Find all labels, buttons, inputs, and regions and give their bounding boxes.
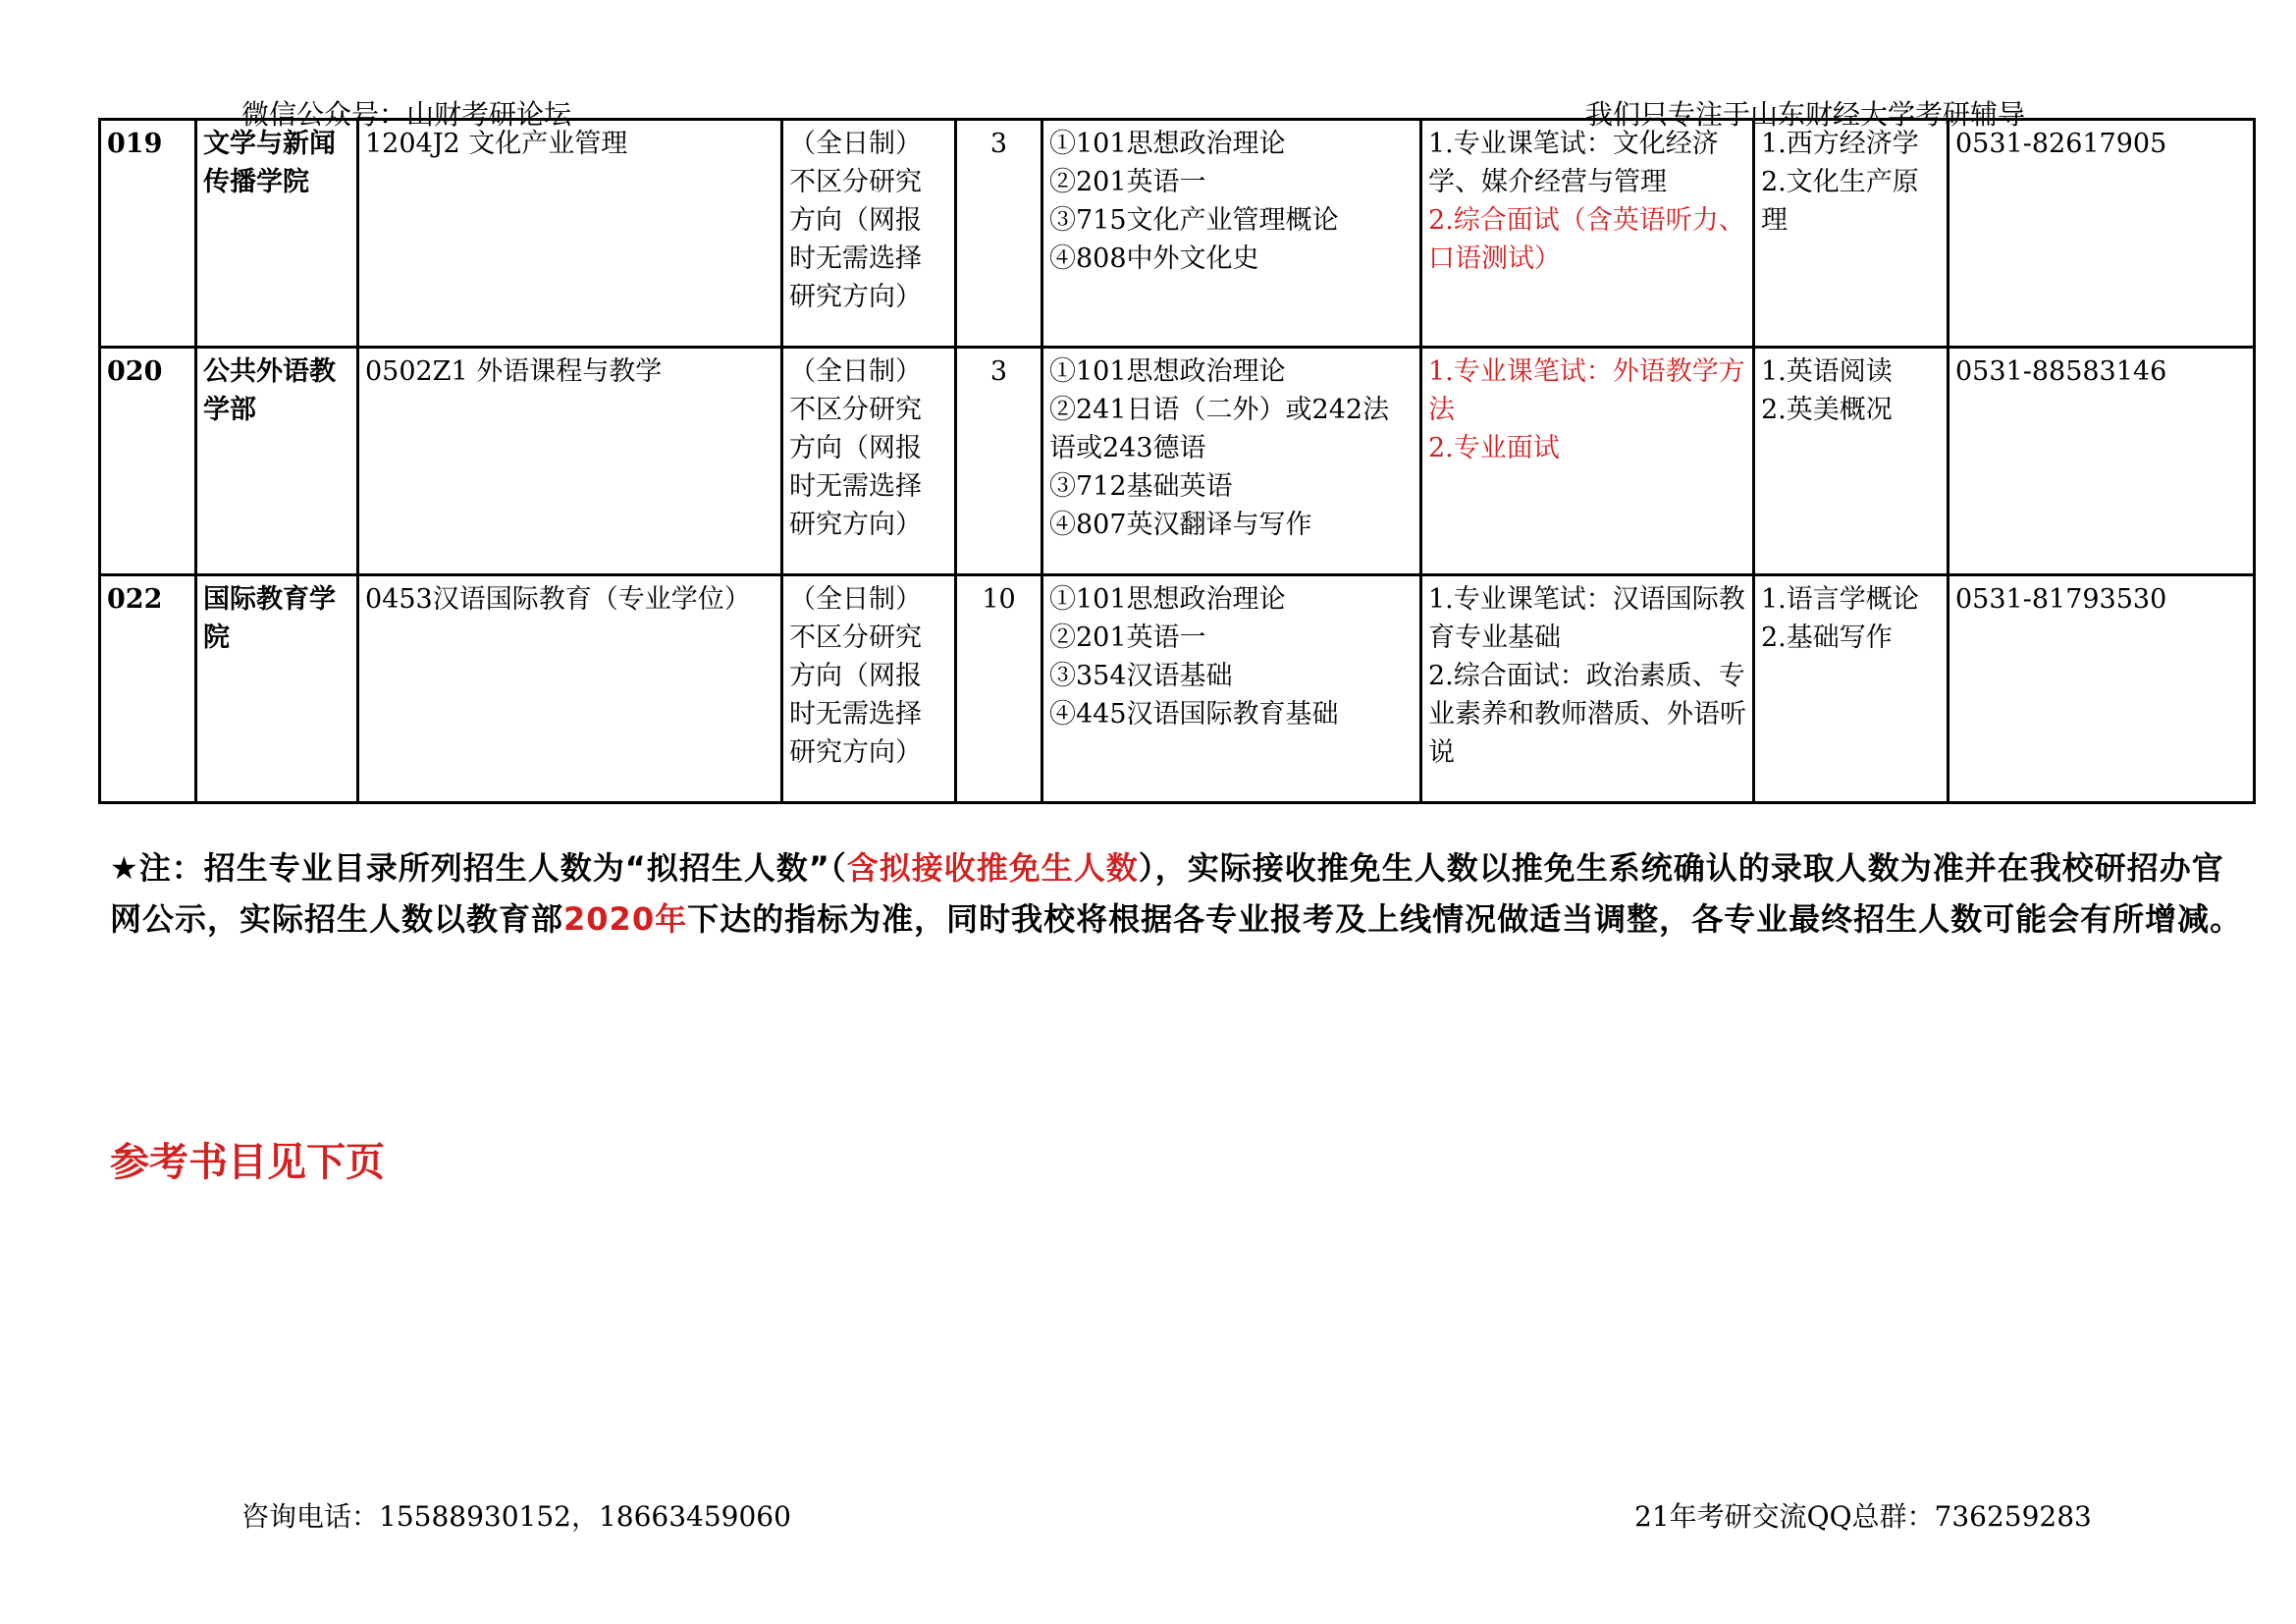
contact-phone: 0531-81793530	[1949, 575, 2255, 803]
exam-subjects	[1042, 348, 1421, 575]
study-mode-line: 时无需选择	[789, 244, 922, 274]
retest-line: 1.专业课笔试：外语教学方法	[1428, 356, 1745, 425]
study-mode-line: 研究方向）	[789, 510, 922, 540]
major-name: 1204J2 文化产业管理	[358, 120, 782, 348]
major-name: 0453汉语国际教育（专业学位）	[358, 575, 782, 803]
exam-subjects-line: ②201英语一	[1049, 623, 1206, 653]
college-code: 022	[100, 575, 196, 803]
note-part3: ），实际接收推免生人数以推免生系统确认的录取人数为准并在我校研招办官网公示，实际招生人数以教育部	[110, 849, 2224, 938]
exam-subjects	[1042, 120, 1421, 348]
study-mode	[782, 575, 956, 803]
note-part2: 含拟接收推免生人数	[846, 849, 1139, 887]
college-code: 020	[100, 348, 196, 575]
supplementary-subjects	[1754, 120, 1949, 348]
exam-subjects	[1042, 575, 1421, 803]
study-mode-line: 方向（网报	[789, 205, 922, 236]
note-part4: 2020年	[563, 900, 688, 938]
study-mode-line: 不区分研究	[789, 395, 922, 425]
reference-books-notice: 参考书目见下页	[110, 1139, 385, 1185]
study-mode-line: 不区分研究	[789, 167, 922, 197]
exam-subjects-line: ④808中外文化史	[1049, 244, 1259, 274]
study-mode-line: （全日制）	[789, 356, 922, 387]
supplementary-subjects-line: 1.英语阅读	[1761, 356, 1893, 387]
supplementary-subjects-line: 2.英美概况	[1761, 395, 1893, 425]
study-mode-line: 研究方向）	[789, 282, 922, 312]
supplementary-subjects-line: 2.文化生产原理	[1761, 167, 1919, 236]
enrollment-count: 3	[956, 348, 1042, 575]
header-slogan-text: 我们只专注于山东财经大学考研辅导	[1585, 98, 2026, 131]
retest-line: 2.综合面试（含英语听力、口语测试）	[1428, 205, 1745, 274]
supplementary-subjects-line: 1.语言学概论	[1761, 584, 1919, 615]
table-row	[100, 120, 2255, 348]
study-mode-line: （全日制）	[789, 129, 922, 159]
supplementary-subjects	[1754, 348, 1949, 575]
study-mode	[782, 348, 956, 575]
catalog-table	[98, 118, 2256, 804]
exam-subjects-line: ②241日语（二外）或242法语或243德语	[1049, 395, 1390, 463]
exam-subjects-line: ①101思想政治理论	[1049, 584, 1286, 615]
retest-line: 2.综合面试：政治素质、专业素养和教师潜质、外语听说	[1428, 661, 1746, 768]
major-name: 0502Z1 外语课程与教学	[358, 348, 782, 575]
study-mode-line: 研究方向）	[789, 737, 922, 768]
study-mode-line: （全日制）	[789, 584, 922, 615]
exam-subjects-line: ④445汉语国际教育基础	[1049, 699, 1339, 730]
retest-line: 1.专业课笔试：汉语国际教育专业基础	[1428, 584, 1745, 653]
enrollment-count: 10	[956, 575, 1042, 803]
enrollment-note	[110, 842, 2250, 945]
contact-phone: 0531-82617905	[1949, 120, 2255, 348]
footer-qq-text: 21年考研交流QQ总群：736259283	[1634, 1500, 2092, 1533]
table-row	[100, 348, 2255, 575]
note-part5: 下达的指标为准，同时我校将根据各专业报考及上线情况做适当调整，各专业最终招生人数可能会有所增减。	[687, 900, 2243, 938]
exam-subjects-line: ③715文化产业管理概论	[1049, 205, 1339, 236]
study-mode-line: 方向（网报	[789, 661, 922, 691]
enrollment-count: 3	[956, 120, 1042, 348]
exam-subjects-line: ①101思想政治理论	[1049, 356, 1286, 387]
college-name: 国际教育学院	[196, 575, 358, 803]
supplementary-subjects-line: 1.西方经济学	[1761, 129, 1919, 159]
supplementary-subjects	[1754, 575, 1949, 803]
exam-subjects-line: ③354汉语基础	[1049, 661, 1233, 691]
note-part1: ★注：招生专业目录所列招生人数为“拟招生人数”（	[110, 849, 847, 887]
table-row	[100, 575, 2255, 803]
exam-subjects-line: ①101思想政治理论	[1049, 129, 1286, 159]
supplementary-subjects-line: 2.基础写作	[1761, 623, 1893, 653]
retest-subjects	[1421, 575, 1754, 803]
contact-phone: 0531-88583146	[1949, 348, 2255, 575]
retest-line: 2.专业面试	[1428, 433, 1560, 463]
retest-line: 1.专业课笔试：文化经济学、媒介经营与管理	[1428, 129, 1719, 197]
study-mode-line: 不区分研究	[789, 623, 922, 653]
college-code: 019	[100, 120, 196, 348]
retest-subjects	[1421, 348, 1754, 575]
exam-subjects-line: ③712基础英语	[1049, 471, 1233, 502]
study-mode-line: 时无需选择	[789, 699, 922, 730]
exam-subjects-line: ④807英汉翻译与写作	[1049, 510, 1312, 540]
catalog-body	[100, 120, 2255, 803]
study-mode	[782, 120, 956, 348]
footer-phone-text: 咨询电话：15588930152，18663459060	[241, 1500, 791, 1533]
study-mode-line: 方向（网报	[789, 433, 922, 463]
study-mode-line: 时无需选择	[789, 471, 922, 502]
college-name: 文学与新闻传播学院	[196, 120, 358, 348]
college-name: 公共外语教学部	[196, 348, 358, 575]
retest-subjects	[1421, 120, 1754, 348]
exam-subjects-line: ②201英语一	[1049, 167, 1206, 197]
header-wechat-text: 微信公众号：山财考研论坛	[241, 98, 572, 131]
